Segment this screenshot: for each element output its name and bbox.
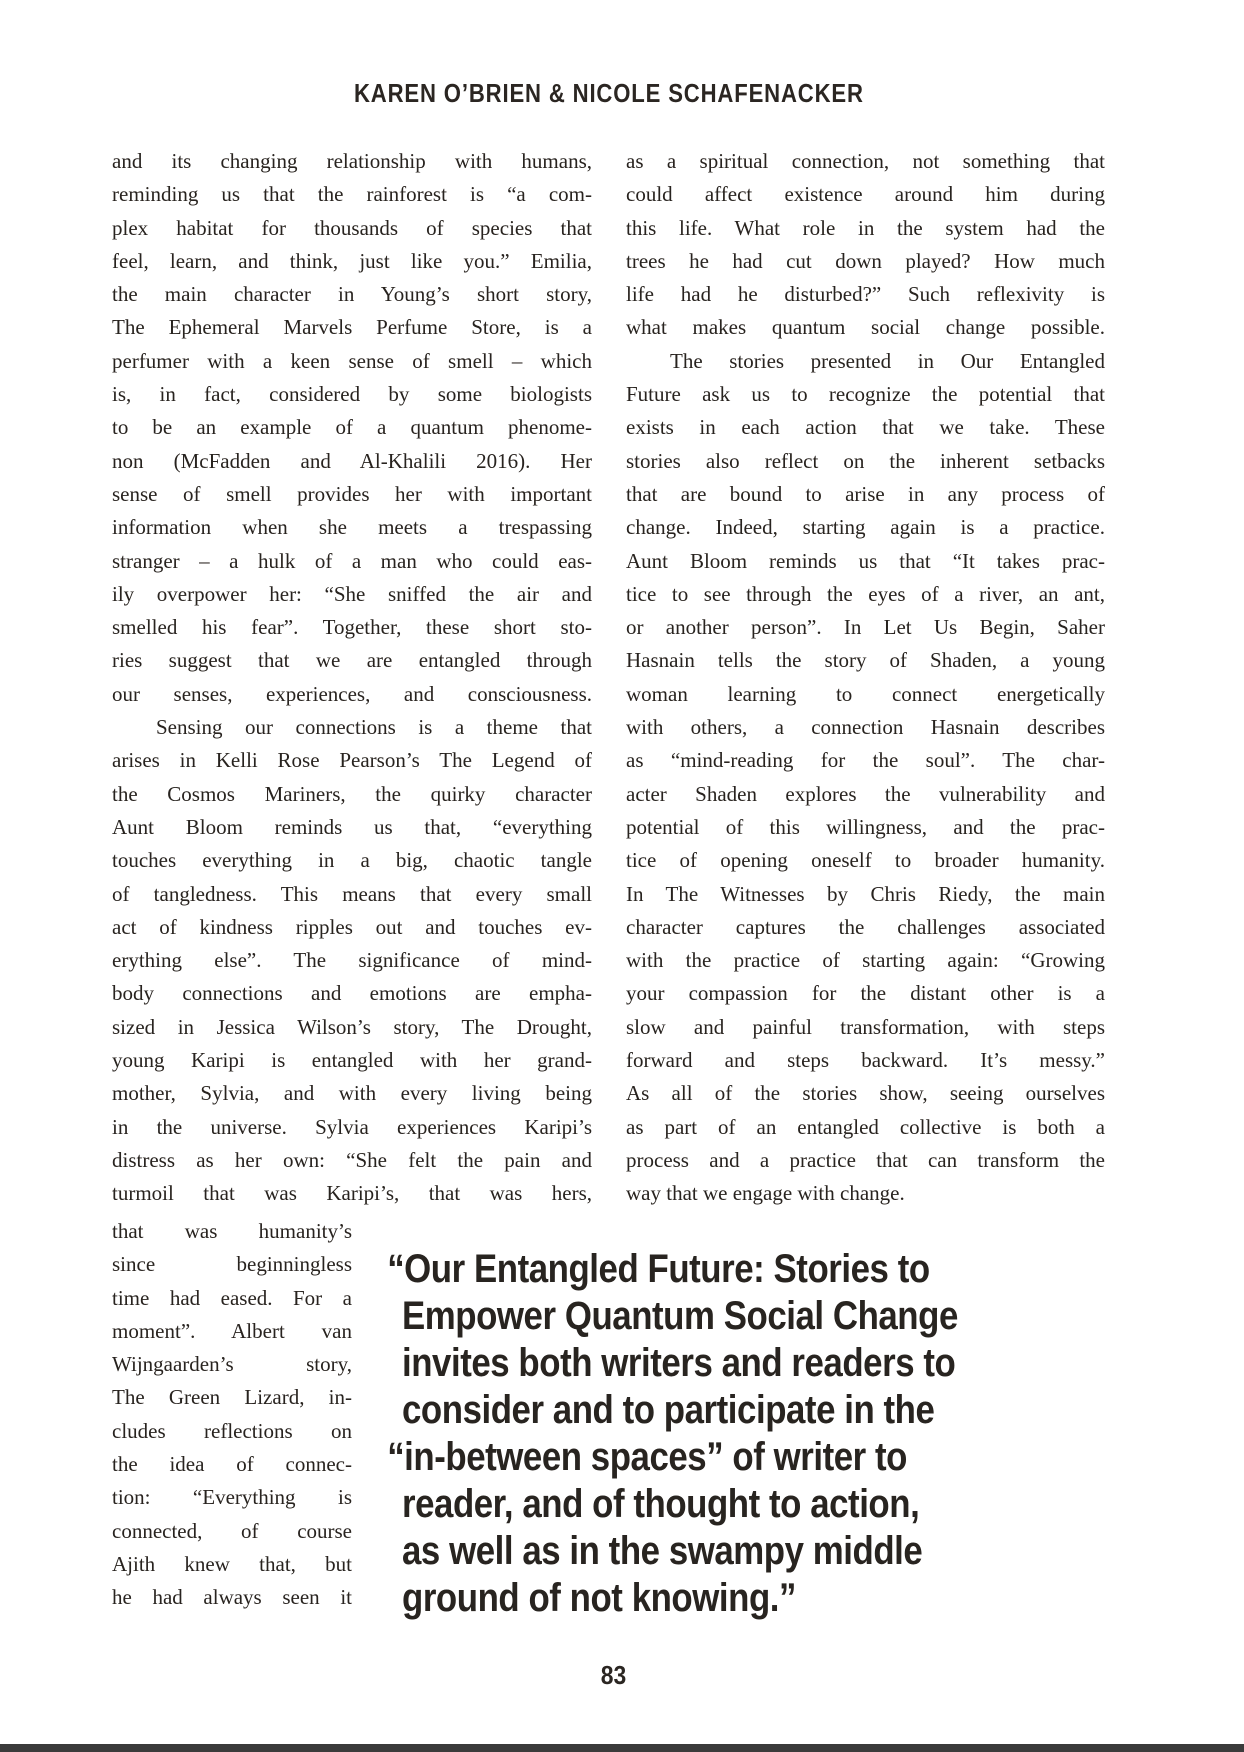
text-line: The Ephemeral Marvels Perfume Store, is a — [112, 315, 592, 340]
text-line: trees he had cut down played? How much — [626, 248, 1105, 273]
text-line: Sensing our connections is a theme that — [156, 715, 592, 740]
text-line: stories also reflect on the inherent setbacks — [626, 448, 1105, 473]
text-line: is, in fact, considered by some biologists — [112, 382, 592, 407]
text-line: tice of opening oneself to broader humanity. — [626, 848, 1105, 873]
text-line: young Karipi is entangled with her grand- — [112, 1048, 592, 1073]
text-line: or another person”. In Let Us Begin, Saher — [626, 615, 1105, 640]
text-line: change. Indeed, starting again is a practice. — [626, 515, 1105, 540]
text-line: acter Shaden explores the vulnerability and — [626, 781, 1105, 806]
text-line: The Green Lizard, in- — [112, 1385, 352, 1410]
text-line: mother, Sylvia, and with every living being — [112, 1081, 592, 1106]
text-line: moment”. Albert van — [112, 1318, 352, 1343]
text-line: the idea of connec- — [112, 1452, 352, 1477]
text-line: “Our Entangled Future: Stories to — [387, 1247, 930, 1291]
text-line: ily overpower her: “She sniffed the air and — [112, 581, 592, 606]
text-line: As all of the stories show, seeing ourselves — [626, 1081, 1105, 1106]
text-line: Wijngaarden’s story, — [112, 1352, 352, 1377]
text-line: our senses, experiences, and consciousness. — [112, 681, 592, 706]
text-line: woman learning to connect energetically — [626, 681, 1105, 706]
text-line: tion: “Everything is — [112, 1485, 352, 1510]
text-line: this life. What role in the system had the — [626, 215, 1105, 240]
text-line: turmoil that was Karipi’s, that was hers, — [112, 1181, 592, 1206]
text-line: connected, of course — [112, 1518, 352, 1543]
text-line: non (McFadden and Al-Khalili 2016). Her — [112, 448, 592, 473]
text-line: “in-between spaces” of writer to — [387, 1435, 908, 1479]
text-line: Empower Quantum Social Change — [402, 1294, 958, 1338]
text-line: In The Witnesses by Chris Riedy, the main — [626, 881, 1105, 906]
text-line: arises in Kelli Rose Pearson’s The Legend of — [112, 748, 592, 773]
running-head-authors: KAREN O’BRIEN & NICOLE SCHAFENACKER — [354, 78, 864, 108]
text-line: smelled his fear”. Together, these short sto- — [112, 615, 592, 640]
text-line: Hasnain tells the story of Shaden, a young — [626, 648, 1105, 673]
running-head — [0, 78, 1218, 109]
text-line: as “mind-reading for the soul”. The char- — [626, 748, 1105, 773]
bottom-edge-bar — [0, 1744, 1244, 1752]
text-line: character captures the challenges associated — [626, 914, 1105, 939]
text-line: of tangledness. This means that every small — [112, 881, 592, 906]
text-line: as part of an entangled collective is both a — [626, 1114, 1105, 1139]
text-line: information when she meets a trespassing — [112, 515, 592, 540]
text-line: tice to see through the eyes of a river, an ant, — [626, 581, 1105, 606]
text-line: consider and to participate in the — [402, 1388, 935, 1432]
text-line: exists in each action that we take. These — [626, 415, 1105, 440]
text-line: your compassion for the distant other is a — [626, 981, 1105, 1006]
text-line: he had always seen it — [112, 1585, 352, 1610]
text-line: with the practice of starting again: “Growing — [626, 948, 1105, 973]
text-line: time had eased. For a — [112, 1285, 352, 1310]
text-line: Aunt Bloom reminds us that “It takes prac- — [626, 548, 1105, 573]
text-line: forward and steps backward. It’s messy.” — [626, 1048, 1105, 1073]
text-line: body connections and emotions are empha- — [112, 981, 592, 1006]
page-number: 83 — [600, 1660, 626, 1690]
text-line: that was humanity’s — [112, 1219, 352, 1243]
text-line: the Cosmos Mariners, the quirky character — [112, 781, 592, 806]
text-line: process and a practice that can transform the — [626, 1147, 1105, 1172]
text-line: could affect existence around him during — [626, 182, 1105, 207]
text-line: since beginningless — [112, 1252, 352, 1277]
text-line: sense of smell provides her with important — [112, 481, 592, 506]
text-line: Future ask us to recognize the potential that — [626, 382, 1105, 407]
text-line: to be an example of a quantum phenome- — [112, 415, 592, 440]
column-left-main — [112, 145, 592, 1211]
text-line: Aunt Bloom reminds us that, “everything — [112, 814, 592, 839]
text-line: with others, a connection Hasnain describes — [626, 715, 1105, 740]
text-line: plex habitat for thousands of species that — [112, 215, 592, 240]
text-line: the main character in Young’s short story, — [112, 282, 592, 307]
text-line: stranger – a hulk of a man who could eas- — [112, 548, 592, 573]
pull-quote — [387, 1246, 958, 1622]
text-line: what makes quantum social change possible. — [626, 315, 1105, 340]
text-line: reader, and of thought to action, — [402, 1482, 920, 1526]
text-line: slow and painful transformation, with steps — [626, 1014, 1105, 1039]
text-line: The stories presented in Our Entangled — [670, 348, 1105, 373]
text-line: ries suggest that we are entangled through — [112, 648, 592, 673]
text-line: reminding us that the rainforest is “a com- — [112, 182, 592, 207]
text-line: life had he disturbed?” Such reflexivity is — [626, 282, 1105, 307]
text-line: ground of not knowing.” — [402, 1576, 796, 1620]
text-line: as a spiritual connection, not something that — [626, 149, 1105, 173]
text-line: Ajith knew that, but — [112, 1551, 352, 1576]
text-line: that are bound to arise in any process of — [626, 481, 1105, 506]
text-line: perfumer with a keen sense of smell – which — [112, 348, 592, 373]
text-line: feel, learn, and think, just like you.” Emilia, — [112, 248, 592, 273]
text-line: sized in Jessica Wilson’s story, The Drought, — [112, 1014, 592, 1039]
text-line: touches everything in a big, chaotic tangle — [112, 848, 592, 873]
text-line: potential of this willingness, and the prac- — [626, 814, 1105, 839]
text-line: invites both writers and readers to — [402, 1341, 956, 1385]
text-line: as well as in the swampy middle — [402, 1529, 923, 1573]
column-left-narrow — [112, 1215, 352, 1615]
text-line: act of kindness ripples out and touches ev- — [112, 914, 592, 939]
text-line: in the universe. Sylvia experiences Karipi’s — [112, 1114, 592, 1139]
text-line: and its changing relationship with humans, — [112, 149, 592, 173]
text-line: way that we engage with change. — [626, 1181, 905, 1206]
text-line: cludes reflections on — [112, 1418, 352, 1443]
column-right — [626, 145, 1105, 1211]
text-line: erything else”. The significance of mind- — [112, 948, 592, 973]
text-line: distress as her own: “She felt the pain and — [112, 1147, 592, 1172]
page-number-container — [0, 1660, 1226, 1691]
